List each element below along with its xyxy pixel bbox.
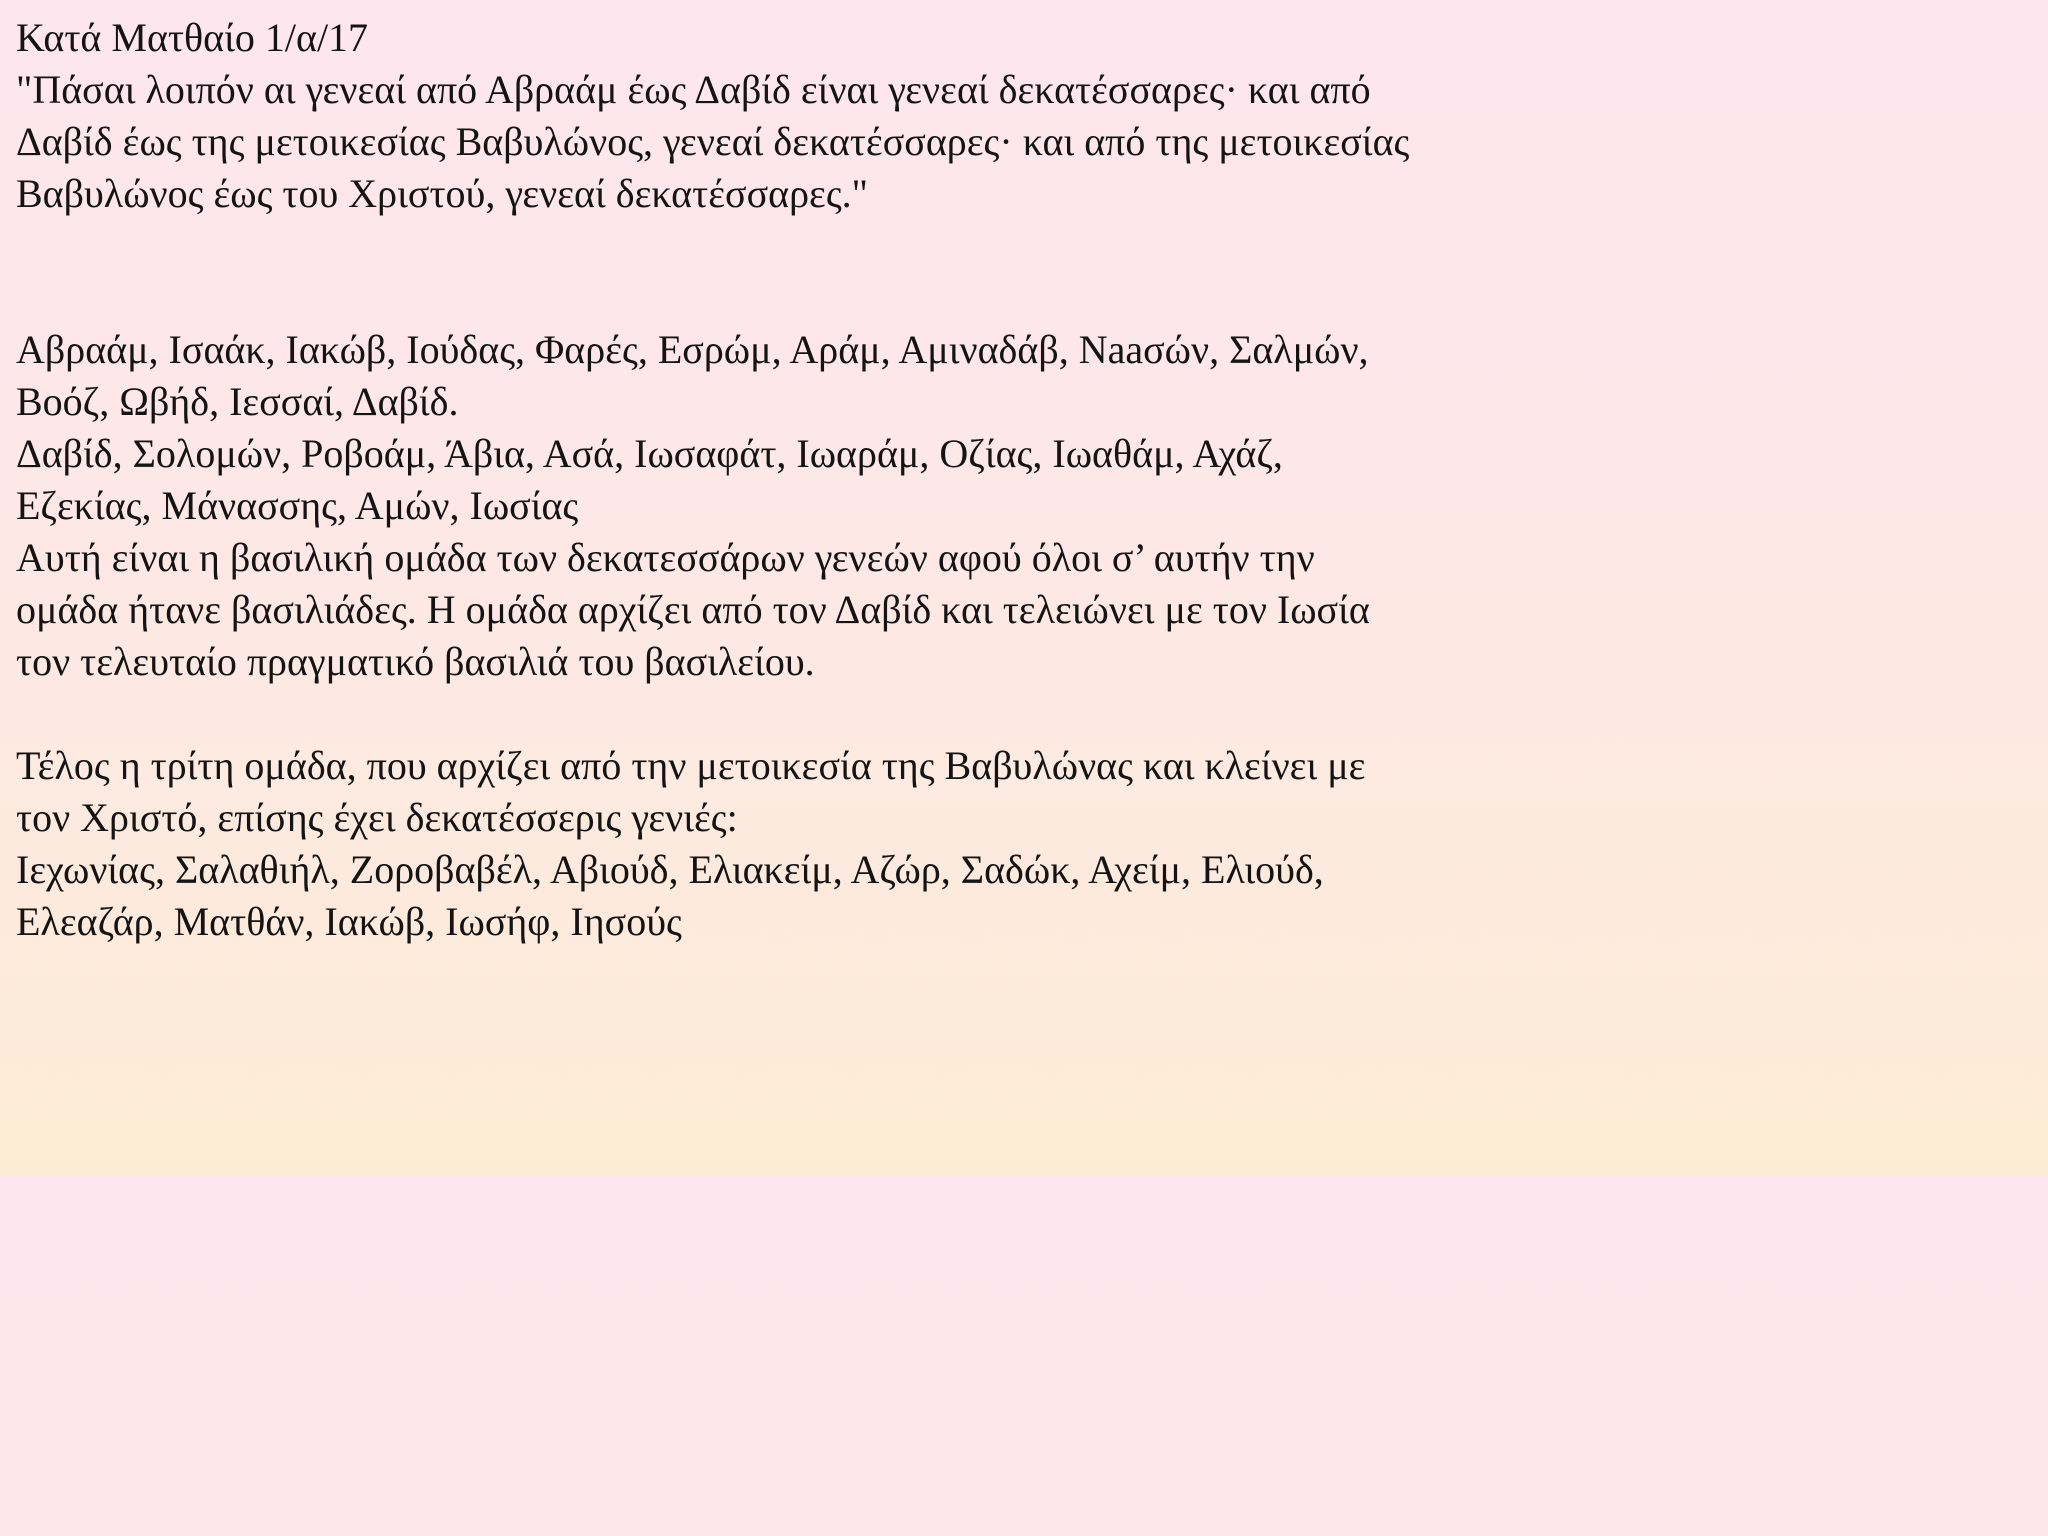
- scripture-quote: "Πάσαι λοιπόν αι γενεαί από Αβραάμ έως Δαβίδ είναι γενεαί δεκατέσσαρες· και από Δαβίδ έως της μετοικεσίας Βαβυλώνος, γενεαί δεκατέσσαρες· και από της μετοικεσίας Βαβυλώνος έως του Χριστού, γενεαί δεκατέσσαρες.": [16, 67, 1410, 216]
- spacer: [16, 220, 1558, 324]
- scripture-reference: Κατά Ματθαίο 1/α/17: [16, 15, 369, 60]
- generations-group-2: Δαβίδ, Σολομών, Ροβοάμ, Άβια, Ασά, Ιωσαφάτ, Ιωαράμ, Οζίας, Ιωαθάμ, Αχάζ, Εζεκίας, Μάνασσης, Αμών, Ιωσίας: [16, 431, 1283, 528]
- group-3-intro: Τέλος η τρίτη ομάδα, που αρχίζει από την μετοικεσία της Βαβυλώνας και κλείνει με τον Χριστό, επίσης έχει δεκατέσσερις γενιές:: [16, 743, 1366, 840]
- generations-group-3: Ιεχωνίας, Σαλαθιήλ, Ζοροβαβέλ, Αβιούδ, Ελιακείμ, Αζώρ, Σαδώκ, Αχείμ, Ελιούδ, Ελεαζάρ, Ματθάν, Ιακώβ, Ιωσήφ, Ιησούς: [16, 847, 1324, 944]
- spacer: [16, 688, 1558, 740]
- group-2-description: Αυτή είναι η βασιλική ομάδα των δεκατεσσάρων γενεών αφού όλοι σ’ αυτήν την ομάδα ήτανε βασιλιάδες. Η ομάδα αρχίζει από τον Δαβίδ και τελειώνει με τον Ιωσία τον τελευταίο πραγματικό βασιλιά του βασιλείου.: [16, 535, 1370, 684]
- generations-group-1: Αβραάμ, Ισαάκ, Ιακώβ, Ιούδας, Φαρές, Εσρώμ, Αράμ, Αμιναδάβ, Νaaσών, Σαλμών, Βοόζ, Ωβήδ, Ιεσσαί, Δαβίδ.: [16, 327, 1369, 424]
